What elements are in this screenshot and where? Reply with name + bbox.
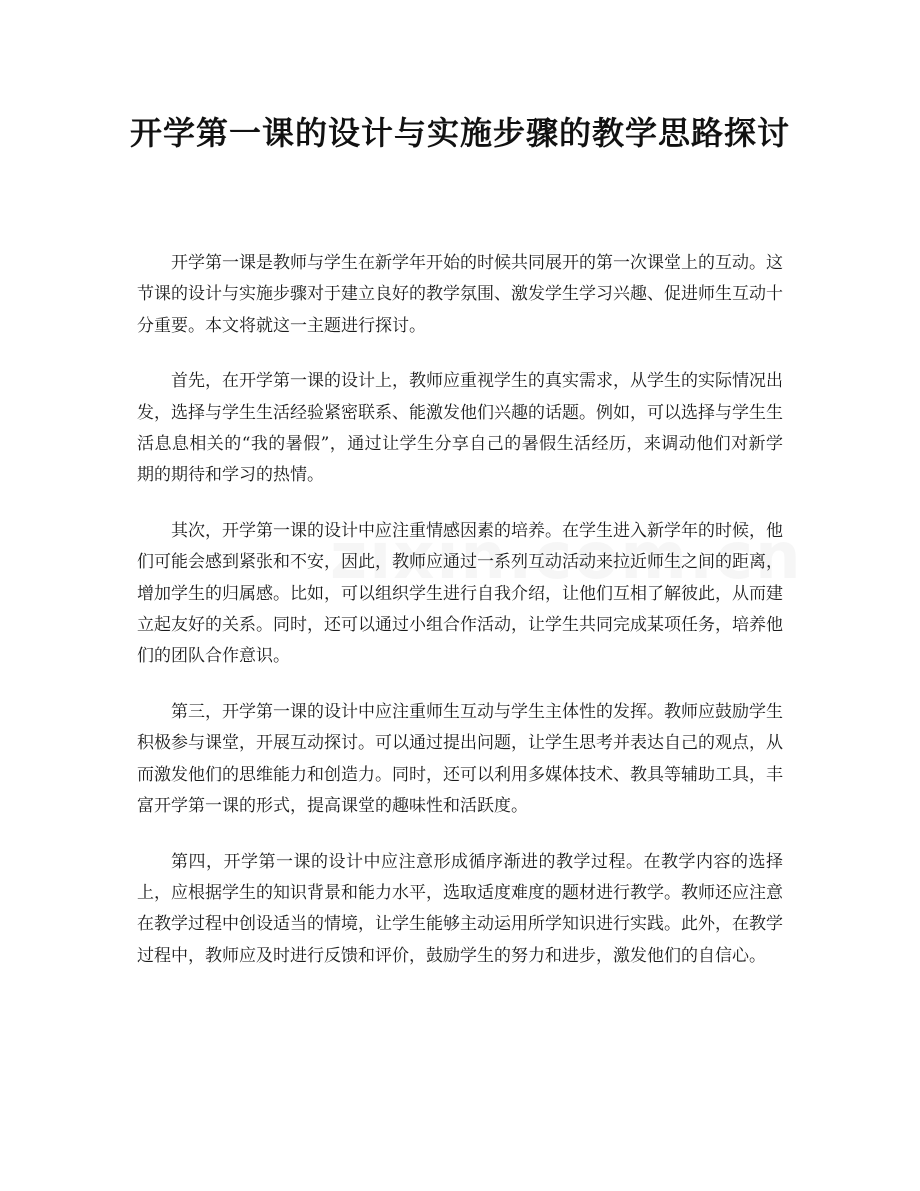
document-title: 开学第一课的设计与实施步骤的教学思路探讨 [129, 114, 790, 152]
document-body [137, 248, 783, 996]
paragraph-second: 其次，开学第一课的设计中应注重情感因素的培养。在学生进入新学年的时候，他们可能会感到紧张和不安，因此，教师应通过一系列互动活动来拉近师生之间的距离，增加学生的归属感。比如，可以组织学生进行自我介绍，让他们互相了解彼此，从而建立起友好的关系。同时，还可以通过小组合作活动，让学生共同完成某项任务，培养他们的团队合作意识。 [137, 520, 783, 667]
paragraph-first: 首先，在开学第一课的设计上，教师应重视学生的真实需求，从学生的实际情况出发，选择与学生生活经验紧密联系、能激发他们兴趣的话题。例如，可以选择与学生生活息息相关的“我的暑假”，通过让学生分享自己的暑假生活经历，来调动他们对新学期的期待和学习的热情。 [137, 371, 783, 486]
paragraph-third: 第三，开学第一课的设计中应注重师生互动与学生主体性的发挥。教师应鼓励学生积极参与课堂，开展互动探讨。可以通过提出问题，让学生思考并表达自己的观点，从而激发他们的思维能力和创造力。同时，还可以利用多媒体技术、教具等辅助工具，丰富开学第一课的形式，提高课堂的趣味性和活跃度。 [137, 701, 783, 817]
paragraph-fourth: 第四，开学第一课的设计中应注意形成循序渐进的教学过程。在教学内容的选择上，应根据学生的知识背景和能力水平，选取适度难度的题材进行教学。教师还应注意在教学过程中创设适当的情境，让学生能够主动运用所学知识进行实践。此外，在教学过程中，教师应及时进行反馈和评价，鼓励学生的努力和进步，激发他们的自信心。 [137, 851, 783, 966]
paragraph-intro: 开学第一课是教师与学生在新学年开始的时候共同展开的第一次课堂上的互动。这节课的设计与实施步骤对于建立良好的教学氛围、激发学生学习兴趣、促进师生互动十分重要。本文将就这一主题进行探讨。 [137, 253, 783, 336]
